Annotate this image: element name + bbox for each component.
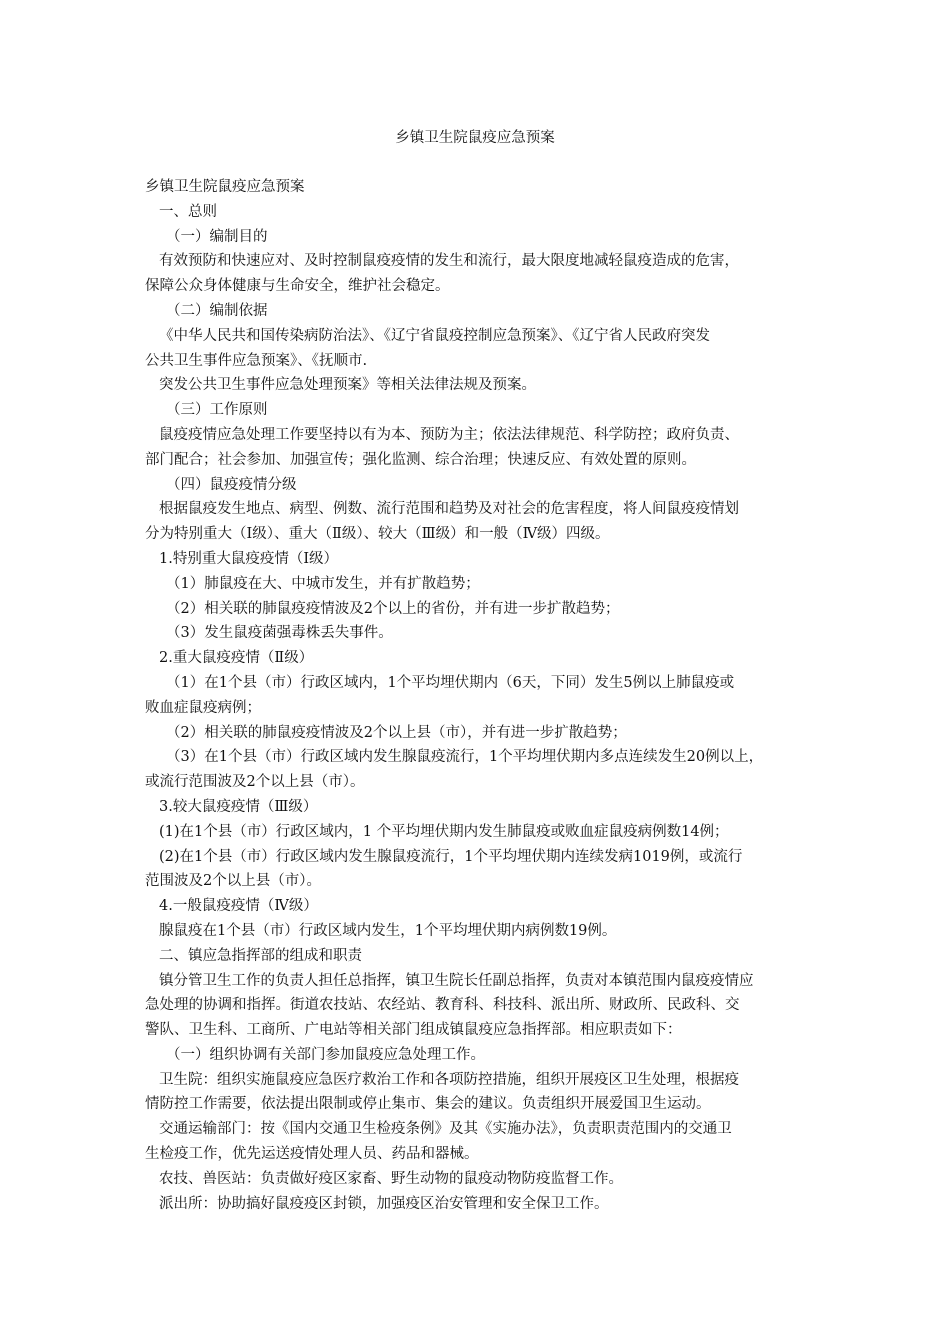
list-heading: 4.一般鼠疫疫情（Ⅳ级）: [159, 898, 318, 915]
subsection-heading: （一）编制目的: [166, 228, 268, 245]
paragraph-line: 突发公共卫生事件应急处理预案》等相关法律法规及预案。: [159, 377, 536, 394]
paragraph-line: 腺鼠疫在1个县（市）行政区域内发生，1个平均埋伏期内病例数19例。: [159, 922, 617, 939]
doc-heading: 乡镇卫生院鼠疫应急预案: [145, 179, 305, 195]
subsection-heading: （一）组织协调有关部门参加鼠疫应急处理工作。: [166, 1046, 485, 1063]
list-item: （1）肺鼠疫在大、中城市发生，并有扩散趋势；: [166, 575, 480, 592]
list-item: （2）相关联的肺鼠疫疫情波及2个以上县（市），并有进一步扩散趋势；: [166, 724, 627, 741]
paragraph-line: 保障公众身体健康与生命安全，维护社会稳定。: [145, 278, 450, 295]
list-item-continuation: 范围波及2个以上县（市）。: [145, 873, 321, 890]
paragraph-line: 部门配合；社会参加、加强宣传；强化监测、综合治理；快速反应、有效处置的原则。: [145, 451, 696, 468]
list-item: （3）在1个县（市）行政区域内发生腺鼠疫流行，1个平均埋伏期内多点连续发生20例以上，: [166, 749, 764, 766]
list-heading: 1.特别重大鼠疫疫情（Ⅰ级）: [159, 550, 339, 567]
list-item: （3）发生鼠疫菌强毒株丢失事件。: [166, 625, 393, 642]
paragraph-line: 生检疫工作，优先运送疫情处理人员、药品和器械。: [145, 1146, 479, 1163]
document-body: [145, 175, 825, 1216]
paragraph-line: 派出所：协助搞好鼠疫疫区封锁，加强疫区治安管理和安全保卫工作。: [159, 1195, 609, 1212]
paragraph-line: 卫生院：组织实施鼠疫应急医疗救治工作和各项防控措施，组织开展疫区卫生处理，根据疫: [159, 1071, 739, 1088]
paragraph-line: 交通运输部门：按《国内交通卫生检疫条例》及其《实施办法》，负责职责范围内的交通卫: [159, 1121, 732, 1138]
paragraph-line: 鼠疫疫情应急处理工作要坚持以有为本、预防为主；依法法律规范、科学防控；政府负责、: [159, 426, 739, 443]
paragraph-line: 情防控工作需要，依法提出限制或停止集市、集会的建议。负责组织开展爱国卫生运动。: [145, 1096, 711, 1113]
subsection-heading: （四）鼠疫疫情分级: [166, 476, 297, 493]
paragraph-line: 警队、卫生科、工商所、广电站等相关部门组成镇鼠疫应急指挥部。相应职责如下：: [145, 1022, 682, 1039]
paragraph-line: 公共卫生事件应急预案》、《抚顺市.: [145, 352, 368, 369]
paragraph-line: 农技、兽医站：负责做好疫区家畜、野生动物的鼠疫动物防疫监督工作。: [159, 1170, 623, 1187]
page-title: 乡镇卫生院鼠疫应急预案: [395, 130, 555, 146]
list-item: (2)在1个县（市）行政区域内发生腺鼠疫流行，1个平均埋伏期内连续发病1019例，或流行: [159, 848, 743, 865]
section-heading: 二、镇应急指挥部的组成和职责: [159, 947, 362, 964]
list-item: (1)在1个县（市）行政区域内，1 个平均埋伏期内发生肺鼠疫或败血症鼠疫病例数14例；: [159, 823, 729, 840]
list-heading: 3.较大鼠疫疫情（Ⅲ级）: [159, 798, 318, 815]
paragraph-line: 急处理的协调和指挥。街道农技站、农经站、教育科、科技科、派出所、财政所、民政科、交: [145, 997, 740, 1014]
paragraph-line: 根据鼠疫发生地点、病型、例数、流行范围和趋势及对社会的危害程度，将人间鼠疫疫情划: [159, 501, 739, 518]
paragraph-line: 《中华人民共和国传染病防治法》、《辽宁省鼠疫控制应急预案》、《辽宁省人民政府突发: [159, 327, 710, 344]
subsection-heading: （二）编制依据: [166, 302, 268, 319]
section-heading: 一、总则: [159, 203, 217, 220]
paragraph-line: 分为特别重大（Ⅰ级）、重大（Ⅱ级）、较大（Ⅲ级）和一般（Ⅳ级）四级。: [145, 526, 610, 543]
list-item-continuation: 败血症鼠疫病例；: [145, 699, 261, 716]
paragraph-line: 镇分管卫生工作的负责人担任总指挥，镇卫生院长任副总指挥，负责对本镇范围内鼠疫疫情应: [159, 972, 754, 989]
paragraph-line: 有效预防和快速应对、及时控制鼠疫疫情的发生和流行，最大限度地减轻鼠疫造成的危害，: [159, 253, 739, 270]
list-item: （2）相关联的肺鼠疫疫情波及2个以上的省份，并有进一步扩散趋势；: [166, 600, 620, 617]
subsection-heading: （三）工作原则: [166, 402, 268, 419]
list-heading: 2.重大鼠疫疫情（Ⅱ级）: [159, 650, 314, 667]
list-item-continuation: 或流行范围波及2个以上县（市）。: [145, 774, 365, 791]
list-item: （1）在1个县（市）行政区域内，1个平均埋伏期内（6天，下同）发生5例以上肺鼠疫或: [166, 674, 735, 691]
